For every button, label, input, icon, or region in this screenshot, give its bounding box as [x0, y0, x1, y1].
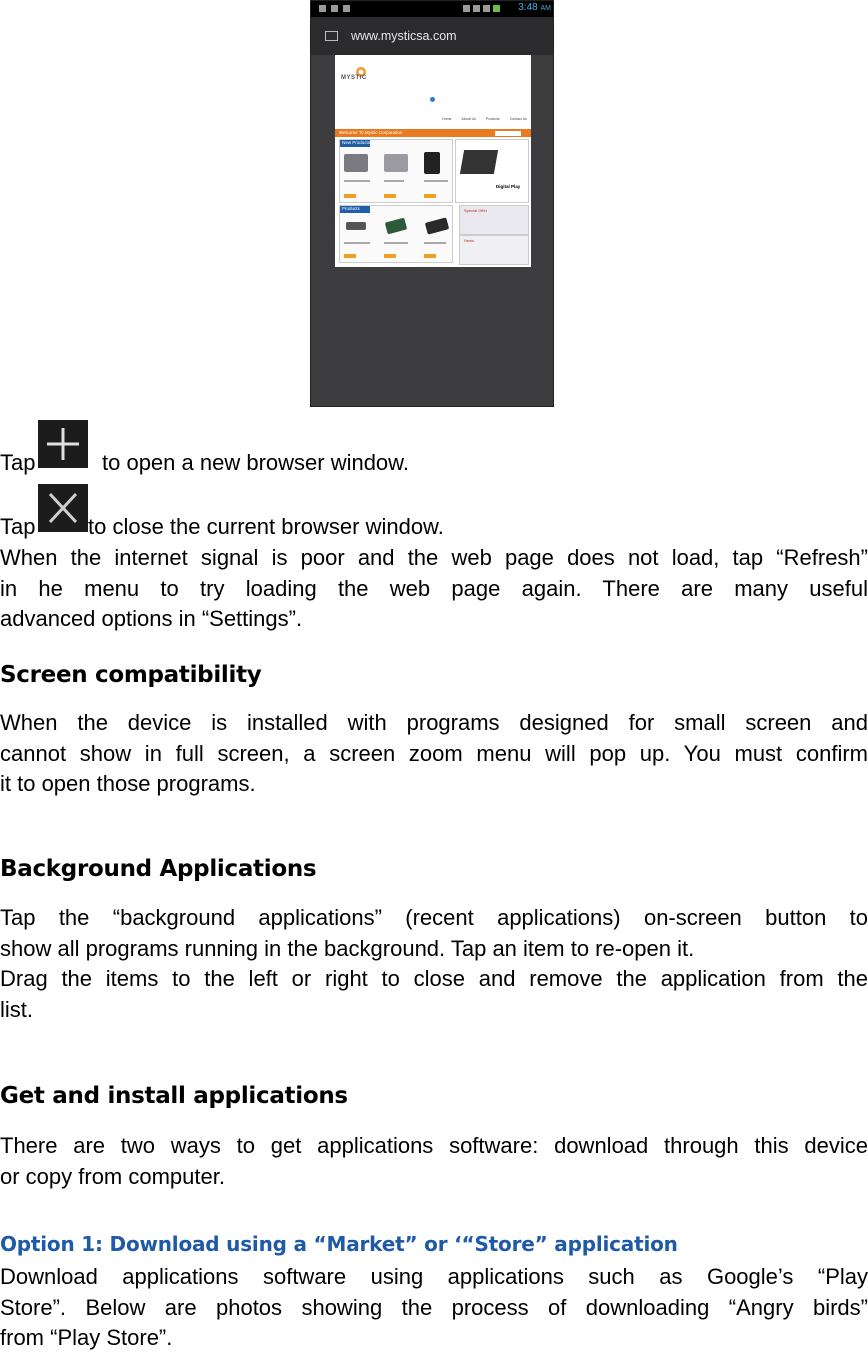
refresh-paragraph: When the internet signal is poor and the web page does not load, tap “Refresh” in he menu to try loading the web page again. There are many useful advanced options in “Settings”.	[0, 545, 868, 631]
browser-screenshot	[310, 0, 554, 407]
tap-close-window-line	[0, 512, 35, 542]
welcome-text: Welcome To Mystic Corporation	[339, 130, 403, 135]
site-nav-about[interactable]: About Us	[461, 117, 476, 121]
product-image	[425, 217, 449, 234]
promo-banner	[455, 139, 529, 203]
news-box: News	[459, 235, 529, 265]
new-products-title: New Products	[342, 140, 371, 145]
usb-icon	[331, 5, 338, 12]
screen-compatibility-heading: Screen compatibility	[0, 662, 262, 688]
option1-heading: Option 1: Download using a “Market” or ‘“Store” application	[0, 1232, 678, 1256]
product-image	[424, 152, 440, 174]
product-image	[344, 154, 368, 172]
new-window-text: to open a new browser window.	[102, 450, 409, 475]
product-image	[384, 154, 408, 172]
webpage-content	[335, 55, 531, 267]
promo-device-image	[460, 150, 498, 174]
close-window-x-icon	[38, 484, 88, 532]
notification-icon	[319, 5, 326, 12]
promo-text: Digital Play	[496, 184, 521, 189]
tap-label: Tap	[0, 450, 36, 475]
products-title: Products	[340, 206, 370, 213]
download-icon	[343, 5, 350, 12]
tap-label: Tap	[0, 514, 36, 539]
bluetooth-icon	[463, 5, 470, 12]
tabs-icon[interactable]	[325, 31, 338, 41]
site-nav-home[interactable]: Home	[442, 117, 452, 121]
get-install-paragraph: There are two ways to get applications software: download through this device or copy from computer.	[0, 1133, 868, 1189]
close-window-text: to close the current browser window.	[88, 514, 444, 539]
site-nav	[335, 117, 531, 123]
product-image	[385, 218, 407, 235]
signal-icon	[483, 5, 490, 12]
screen-compatibility-paragraph: When the device is installed with programs designed for small screen and cannot show in full screen, a screen zoom menu will pop up. You must confirm it to open those programs.	[0, 710, 868, 796]
loading-globe-icon	[430, 97, 435, 102]
welcome-bar	[335, 129, 531, 137]
get-install-heading: Get and install applications	[0, 1083, 348, 1109]
products-section	[339, 205, 453, 263]
url-bar[interactable]	[311, 17, 554, 55]
url-text[interactable]: www.mysticsa.com	[351, 29, 457, 43]
wifi-icon	[473, 5, 480, 12]
site-nav-products[interactable]: Products	[485, 117, 500, 121]
status-time: 3:48 AM	[518, 2, 551, 13]
special-offer-box: Special Offer	[459, 205, 529, 235]
background-applications-paragraph: Tap the “background applications” (recent applications) on-screen button to show all programs running in the background. Tap an item to re-open it. Drag the items to the left or right to close and remove the application from the list.	[0, 905, 868, 1022]
new-products-section	[339, 139, 453, 203]
site-nav-contact[interactable]: Contact Us	[509, 117, 527, 121]
background-applications-heading: Background Applications	[0, 856, 317, 882]
battery-icon	[493, 5, 500, 12]
site-logo-text: MYSTIC	[341, 75, 367, 81]
new-window-plus-icon	[38, 420, 88, 468]
site-search-input[interactable]	[495, 131, 521, 136]
tap-new-window-line	[0, 448, 35, 478]
status-bar	[311, 1, 554, 17]
option1-paragraph: Download applications software using applications such as Google’s “Play Store”. Below are photos showing the process of downloading “Angry birds” from “Play Store”.	[0, 1264, 868, 1350]
product-image	[346, 222, 366, 230]
